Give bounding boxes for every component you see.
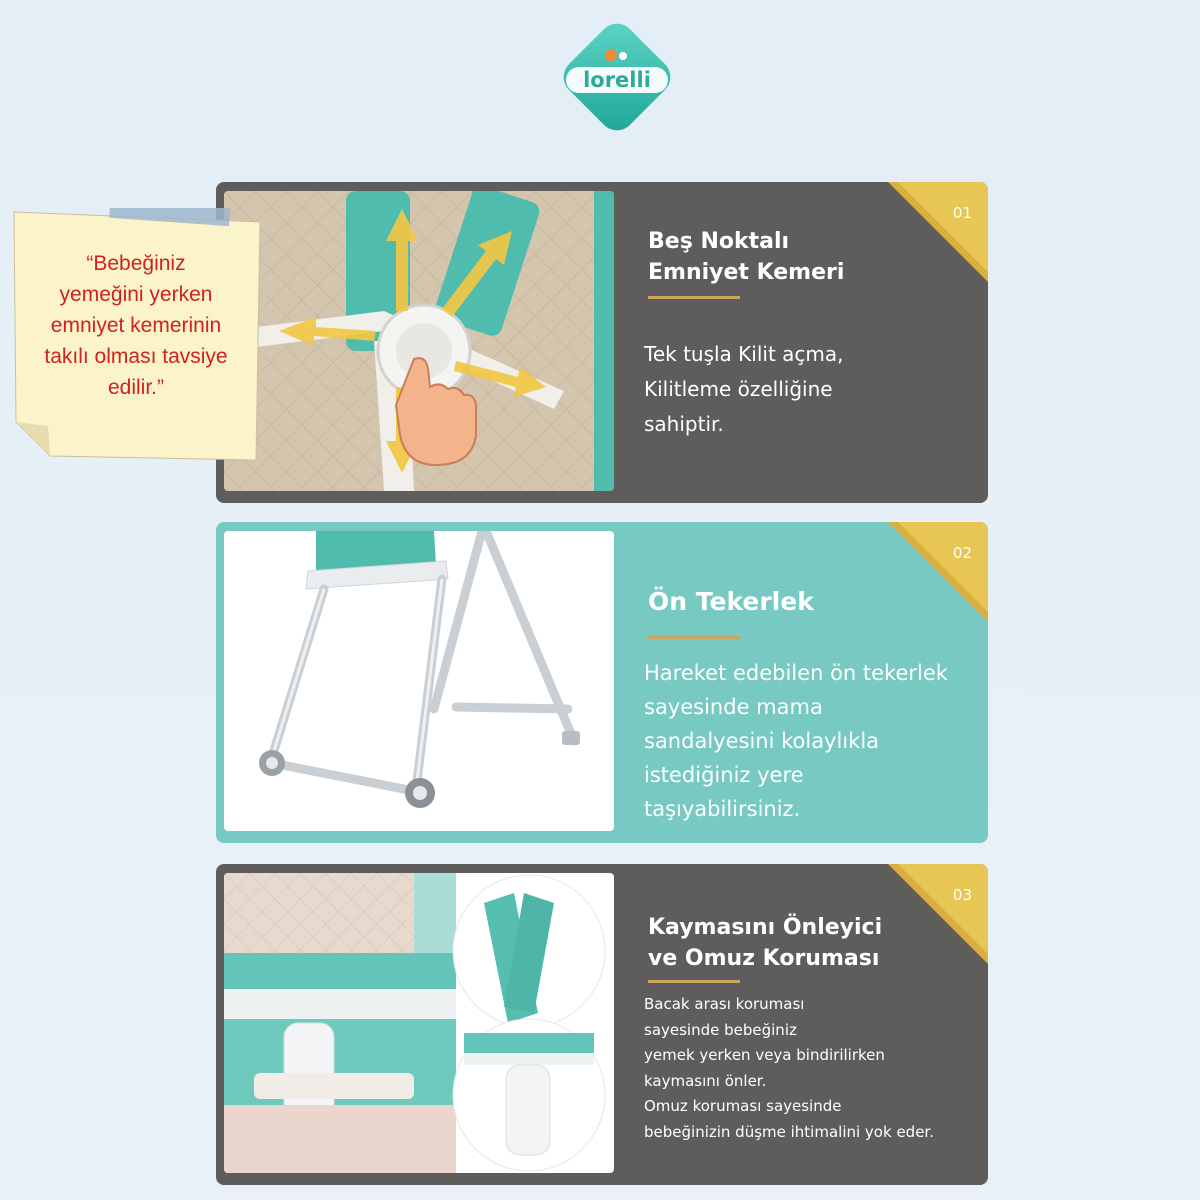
feature-title xyxy=(648,912,882,974)
feature-title xyxy=(648,226,844,288)
note-line: yemeğini yerken xyxy=(59,283,213,306)
body-line: sandalyesini kolaylıkla xyxy=(644,729,880,753)
note-line: edilir.” xyxy=(107,376,165,399)
feature-number: 01 xyxy=(952,204,972,222)
logo-wordmark: lorelli xyxy=(583,68,651,92)
anti-slip-photo xyxy=(224,873,614,1173)
number-ribbon xyxy=(888,522,988,622)
feature-card-safety-belt xyxy=(216,182,988,503)
number-ribbon xyxy=(888,182,988,282)
body-line: sayesinde mama xyxy=(644,695,823,719)
body-line: Kilitleme özelliğine xyxy=(644,377,833,401)
body-line: kaymasını önler. xyxy=(644,1071,767,1090)
body-line: yemek yerken veya bindirilirken xyxy=(644,1046,885,1064)
body-line: istediğiniz yere xyxy=(644,763,804,787)
sticky-note-text xyxy=(20,248,252,403)
body-line: Hareket edebilen ön tekerlek xyxy=(644,661,948,685)
body-line: sayesinde bebeğiniz xyxy=(644,1020,797,1039)
title-divider xyxy=(648,980,740,983)
body-line: bebeğinizin düşme ihtimalini yok eder. xyxy=(644,1122,934,1141)
number-ribbon xyxy=(888,864,988,964)
note-line: takılı olması tavsiye xyxy=(44,345,228,368)
title-divider xyxy=(648,296,740,299)
front-wheels-photo xyxy=(224,531,614,831)
feature-description xyxy=(644,337,844,442)
lorelli-logo xyxy=(552,12,682,142)
body-line: taşıyabilirsiniz. xyxy=(644,797,801,821)
safety-belt-photo xyxy=(224,191,614,491)
feature-card-anti-slip xyxy=(216,864,988,1185)
title-line: ve Omuz Koruması xyxy=(648,946,880,971)
body-line: sahiptir. xyxy=(644,412,724,436)
title-line: Beş Noktalı xyxy=(648,229,790,254)
body-line: Omuz koruması sayesinde xyxy=(644,1097,842,1115)
title-line: Kaymasını Önleyici xyxy=(648,915,883,940)
title-line: Emniyet Kemeri xyxy=(648,260,845,285)
feature-number: 02 xyxy=(952,544,972,562)
feature-number: 03 xyxy=(952,886,972,904)
note-line: emniyet kemerinin xyxy=(50,314,222,337)
feature-card-front-wheels xyxy=(216,522,988,843)
feature-title xyxy=(648,586,814,617)
title-line: Ön Tekerlek xyxy=(648,587,814,616)
title-divider xyxy=(648,636,740,639)
feature-description xyxy=(644,992,988,1145)
feature-description xyxy=(644,656,984,826)
body-line: Tek tuşla Kilit açma, xyxy=(644,342,844,366)
body-line: Bacak arası koruması xyxy=(644,995,805,1013)
note-line: “Bebeğiniz xyxy=(86,252,186,275)
